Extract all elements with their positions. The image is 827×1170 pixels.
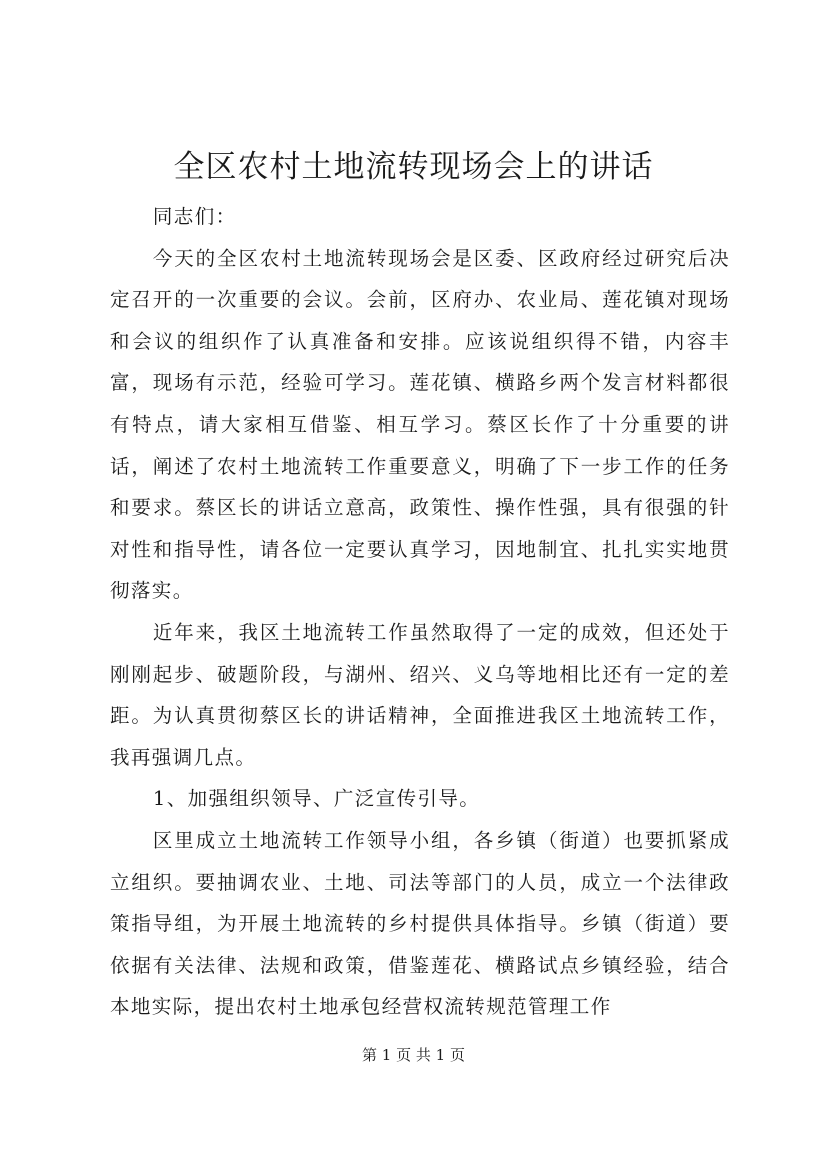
body-paragraph: 近年来，我区土地流转工作虽然取得了一定的成效，但还处于刚刚起步、破题阶段，与湖州、绍兴、义乌等地相比还有一定的差距。为认真贯彻蔡区长的讲话精神，全面推进我区土地流转工作，我再强调几点。 (110, 620, 730, 769)
salutation-paragraph: 同志们： (152, 205, 237, 228)
page-number-footer: 第 1 页 共 1 页 (362, 1046, 465, 1064)
section-heading: 1、加强组织领导、广泛宣传引导。 (152, 787, 481, 811)
document-body (110, 196, 730, 1028)
body-paragraph: 区里成立土地流转工作领导小组，各乡镇（街道）也要抓紧成立组织。要抽调农业、土地、司法等部门的人员，成立一个法律政策指导组，为开展土地流转的乡村提供具体指导。乡镇（街道）要依据有关法律、法规和政策，借鉴莲花、横路试点乡镇经验，结合本地实际，提出农村土地承包经营权流转规范管理工作 (110, 828, 730, 1019)
body-paragraph: 今天的全区农村土地流转现场会是区委、区政府经过研究后决定召开的一次重要的会议。会前，区府办、农业局、莲花镇对现场和会议的组织作了认真准备和安排。应该说组织得不错，内容丰富，现场有示范，经验可学习。莲花镇、横路乡两个发言材料都很有特点，请大家相互借鉴、相互学习。蔡区长作了十分重要的讲话，阐述了农村土地流转工作重要意义，明确了下一步工作的任务和要求。蔡区长的讲话立意高，政策性、操作性强，具有很强的针对性和指导性，请各位一定要认真学习，因地制宜、扎扎实实地贯彻落实。 (110, 246, 730, 603)
document-title: 全区农村土地流转现场会上的讲话 (173, 149, 654, 185)
